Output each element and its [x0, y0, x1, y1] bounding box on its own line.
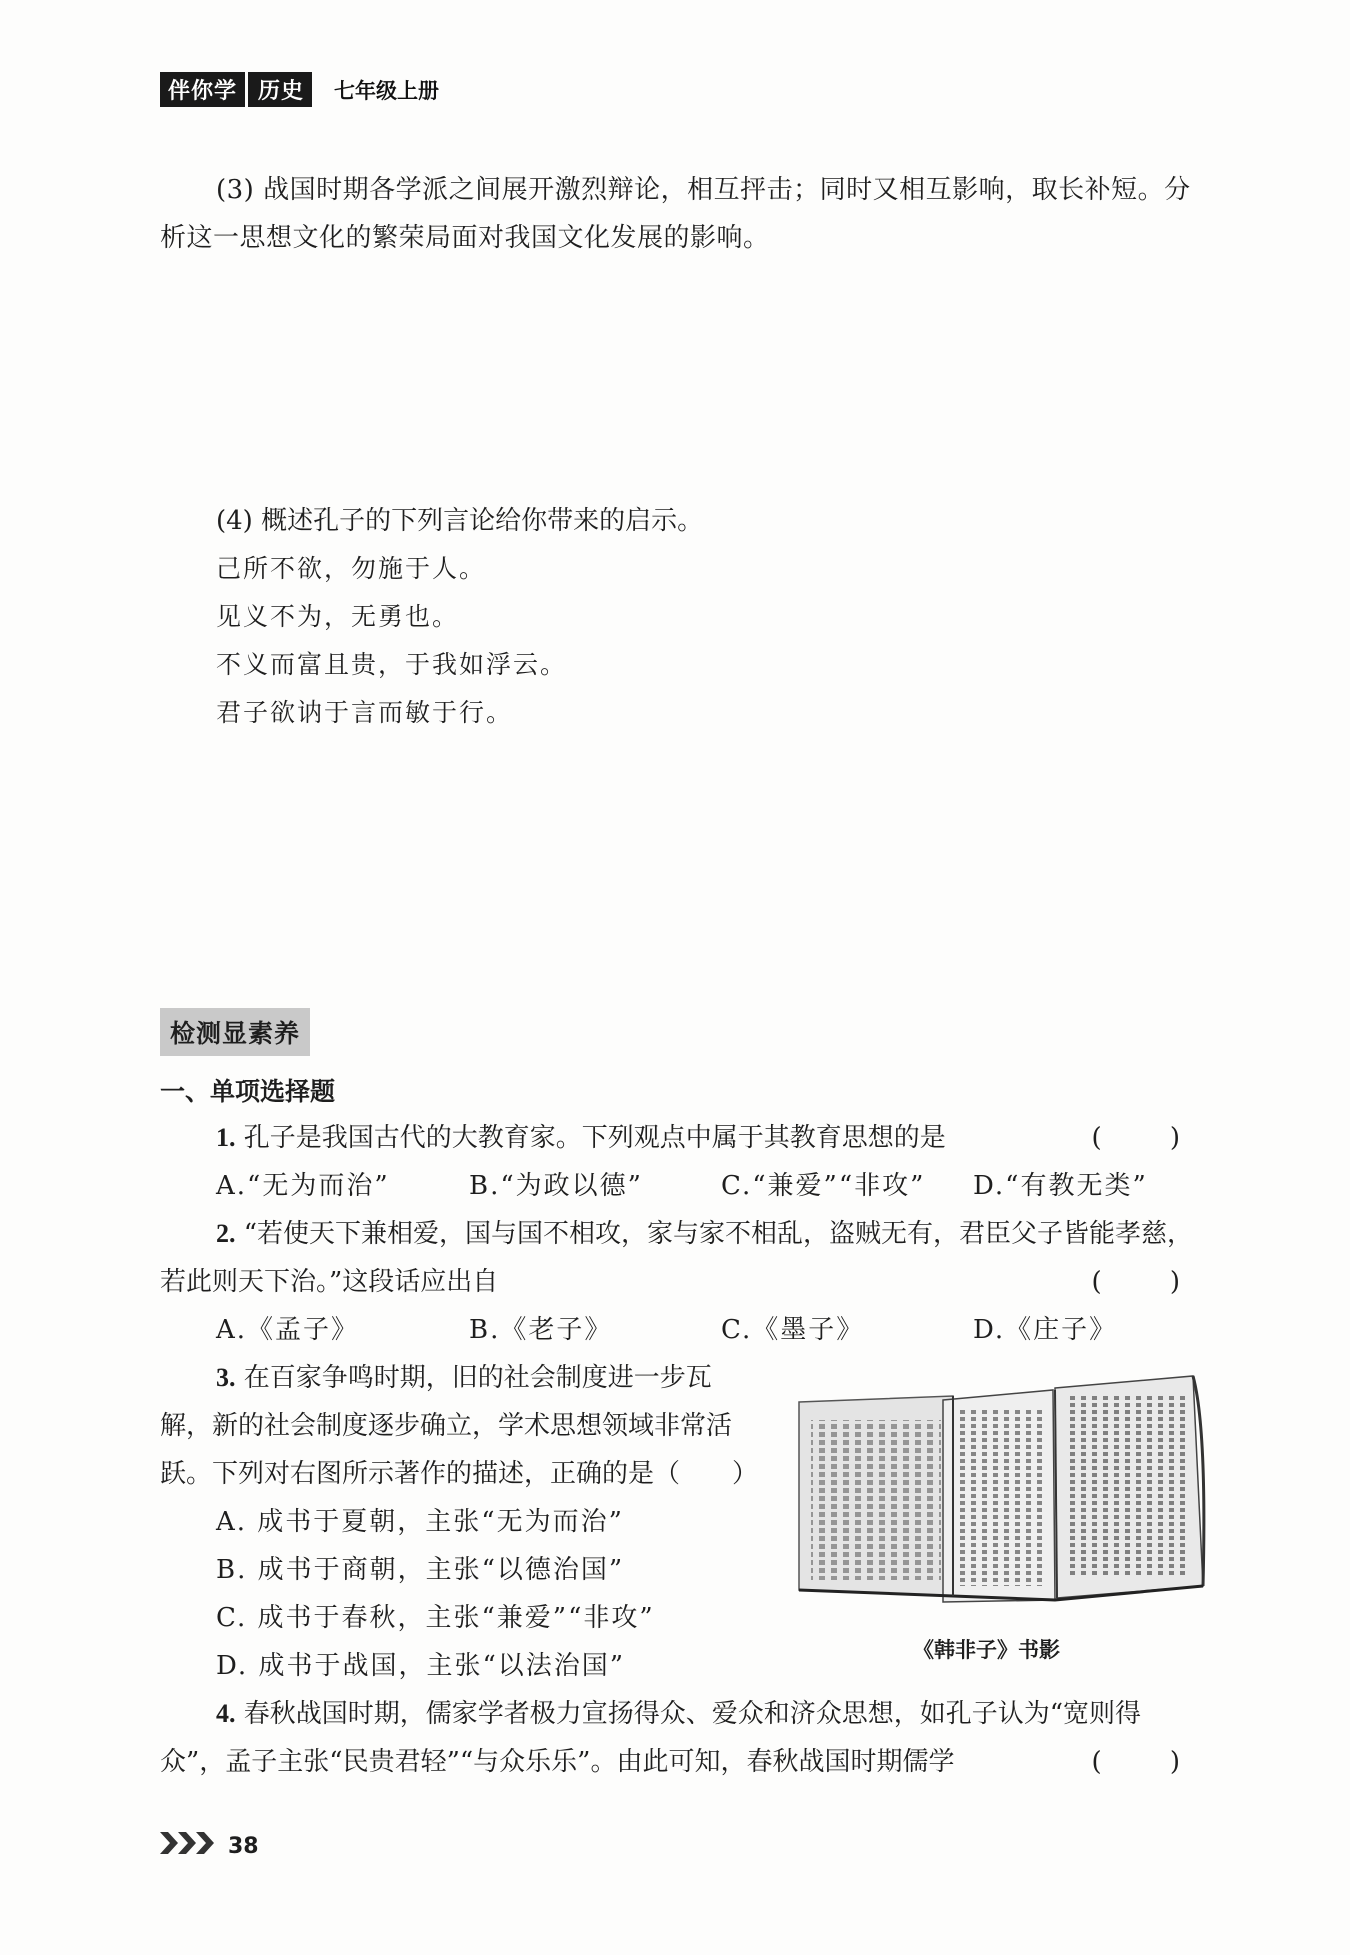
question-text: 春秋战国时期，儒家学者极力宣扬得众、爱众和济众思想，如孔子认为“宽则得 — [243, 1699, 1142, 1729]
question-1-stem — [216, 1114, 946, 1162]
grade-label: 七年级上册 — [334, 77, 440, 103]
option-d[interactable]: D. 成书于战国，主张“以法治国” — [216, 1651, 626, 1681]
question-number: 4. — [216, 1699, 236, 1728]
question-3-prompt: (3) 战国时期各学派之间展开激烈辩论，相互抨击；同时又相互影响，取长补短。分析这一思想文化的繁荣局面对我国文化发展的影响。 — [160, 175, 1191, 253]
option-b[interactable]: B.“为政以德” — [469, 1171, 643, 1201]
subject-label: 历史 — [248, 72, 312, 107]
question-text: 在百家争鸣时期，旧的社会制度进一步瓦 — [243, 1363, 712, 1393]
question-4-prompt: (4) 概述孔子的下列言论给你带来的启示。 — [216, 506, 704, 536]
option-d[interactable]: D.“有教无类” — [973, 1171, 1148, 1201]
question-text: 孔子是我国古代的大教育家。下列观点中属于其教育思想的是 — [243, 1123, 946, 1153]
option-d[interactable]: D.《庄子》 — [973, 1315, 1118, 1345]
option-c[interactable]: C.《墨子》 — [721, 1315, 865, 1345]
confucius-quote: 己所不欲，勿施于人。 — [216, 554, 487, 583]
question-4-stem-cont: 众”，孟子主张“民贵君轻”“与众乐乐”。由此可知，春秋战国时期儒学 — [160, 1747, 955, 1777]
page-header — [160, 72, 439, 107]
confucius-quote: 君子欲讷于言而敏于行。 — [216, 698, 514, 727]
option-a[interactable]: A. 成书于夏朝，主张“无为而治” — [216, 1507, 624, 1537]
question-number: 3. — [216, 1363, 236, 1392]
option-b[interactable]: B.《老子》 — [469, 1315, 613, 1345]
book-photo-figure — [793, 1368, 1209, 1612]
option-c[interactable]: C.“兼爱”“非攻” — [721, 1171, 926, 1201]
chevrons-icon — [160, 1830, 218, 1863]
answer-blank[interactable]: ( ) — [1091, 1747, 1210, 1777]
question-number: 1. — [216, 1123, 236, 1152]
question-2-stem-cont: 若此则天下治。”这段话应出自 — [160, 1267, 499, 1297]
answer-blank[interactable]: ( ) — [1091, 1123, 1210, 1153]
page-footer — [160, 1830, 259, 1863]
question-3-stem — [216, 1354, 712, 1402]
question-2-stem — [216, 1210, 1193, 1258]
option-a[interactable]: A.《孟子》 — [216, 1315, 360, 1345]
series-label: 伴你学 — [160, 72, 245, 107]
option-c[interactable]: C. 成书于春秋，主张“兼爱”“非攻” — [216, 1603, 655, 1633]
section-tag: 检测显素养 — [160, 1008, 310, 1056]
option-b[interactable]: B. 成书于商朝，主张“以德治国” — [216, 1555, 625, 1585]
page-number: 38 — [228, 1834, 259, 1859]
question-4-stem — [216, 1690, 1141, 1738]
confucius-quote: 不义而富且贵，于我如浮云。 — [216, 650, 568, 679]
question-text: “若使天下兼相爱，国与国不相攻，家与家不相乱，盗贼无有，君臣父子皆能孝慈， — [243, 1219, 1194, 1249]
answer-blank[interactable]: ( ) — [1091, 1267, 1210, 1297]
question-3-stem-cont: 解，新的社会制度逐步确立，学术思想领域非常活 — [160, 1411, 733, 1441]
figure-caption: 《韩非子》书影 — [913, 1638, 1060, 1662]
section-title: 一、单项选择题 — [160, 1077, 336, 1106]
question-3-stem-cont: 跃。下列对右图所示著作的描述，正确的是（ ） — [160, 1459, 759, 1489]
question-number: 2. — [216, 1219, 236, 1248]
option-a[interactable]: A.“无为而治” — [216, 1171, 390, 1201]
confucius-quote: 见义不为，无勇也。 — [216, 602, 460, 631]
